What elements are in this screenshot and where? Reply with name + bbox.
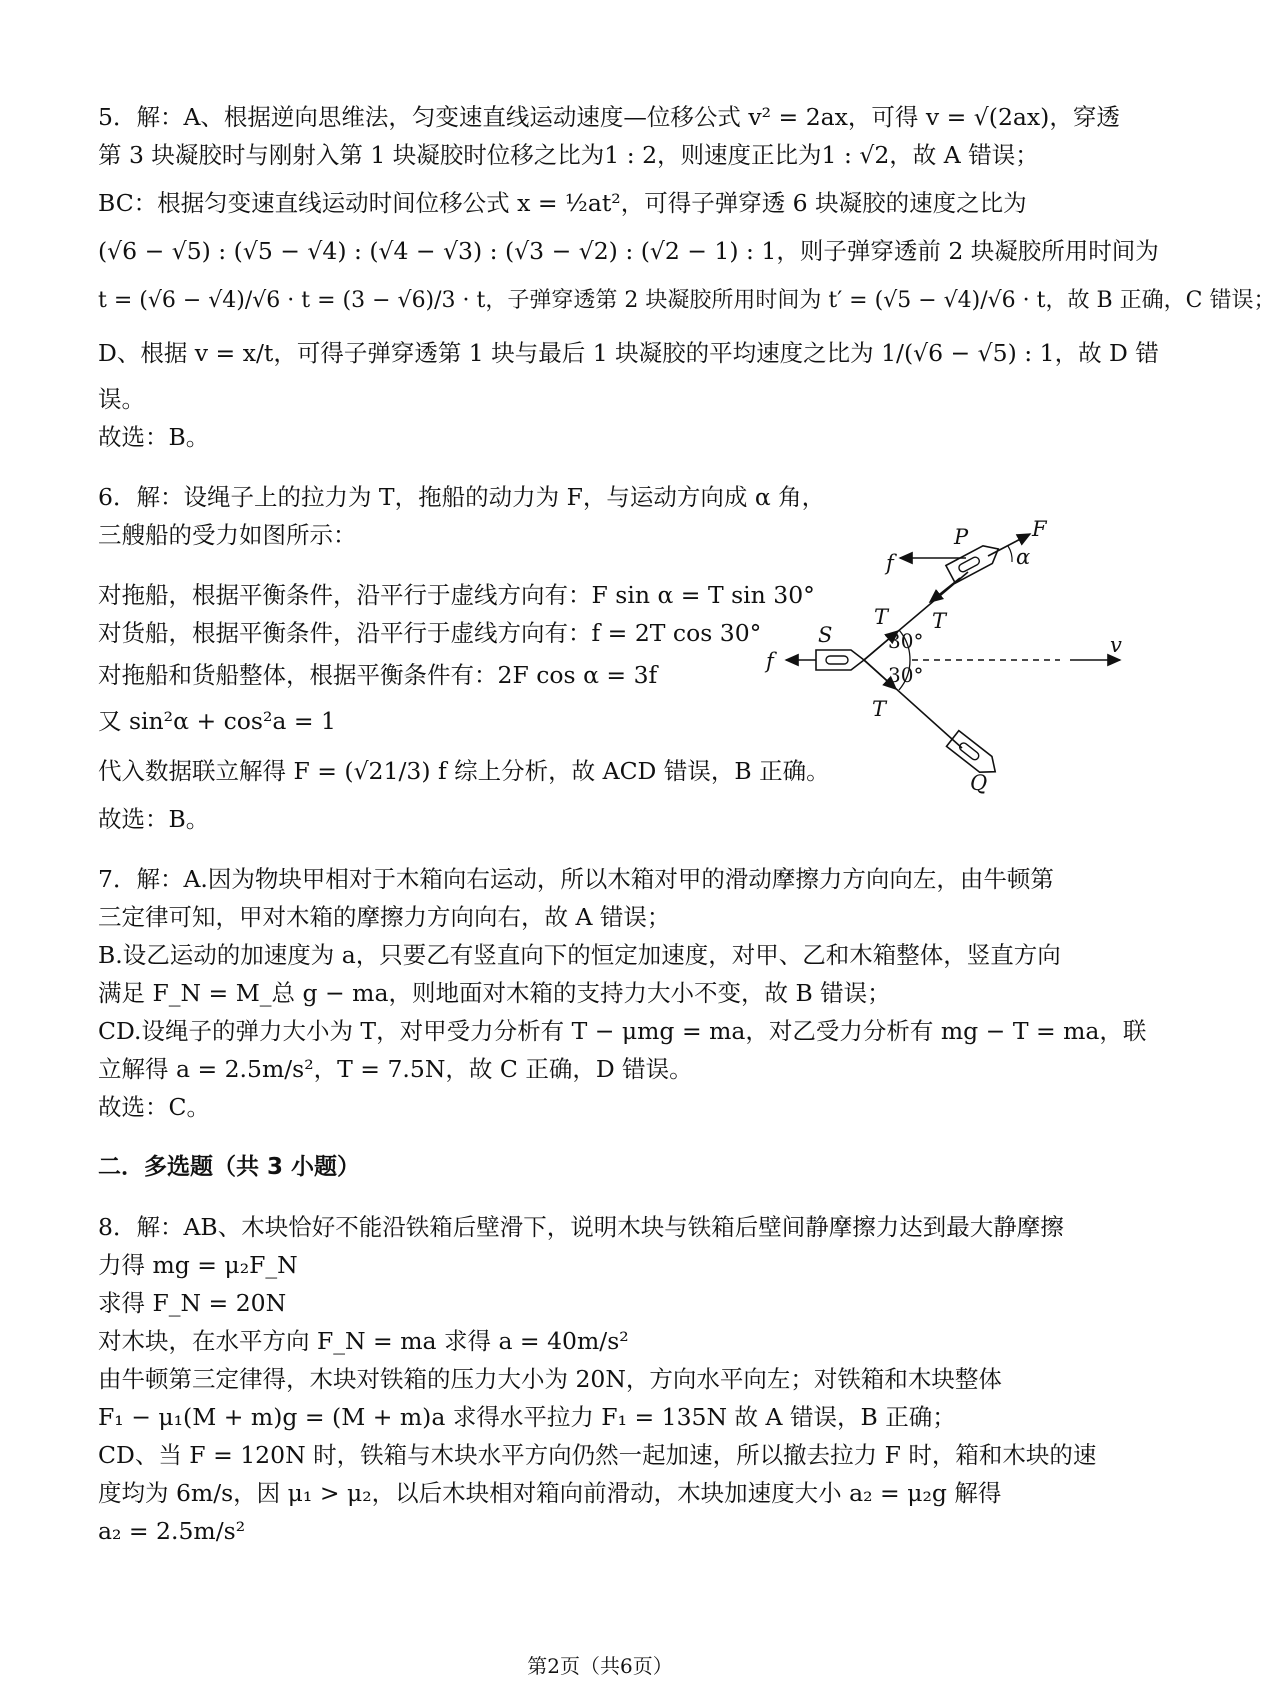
label-alpha: α <box>1016 545 1031 569</box>
q5-line-2: 第 3 块凝胶时与刚射入第 1 块凝胶时位移之比为1 : 2，则速度正比为1 : √2，故 A 错误； <box>98 141 1039 169</box>
label-angle-upper: 30° <box>888 629 924 653</box>
q7-line-1: 7．解：A.因为物块甲相对于木箱向右运动，所以木箱对甲的滑动摩擦力方向向左，由牛顿第 <box>98 865 1054 893</box>
label-f-top: f <box>886 551 894 575</box>
force-diagram-svg <box>766 517 1140 795</box>
q5-line-7: 误。 <box>98 385 145 413</box>
q6-line-6: 又 sin²α + cos²a = 1 <box>98 707 336 735</box>
q8-line-1: 8．解：AB、木块恰好不能沿铁箱后壁滑下，说明木块与铁箱后壁间静摩擦力达到最大静摩擦 <box>98 1213 1064 1241</box>
boat-s-shape <box>816 650 864 670</box>
q7-line-6: 立解得 a = 2.5m/s²，T = 7.5N，故 C 正确，D 错误。 <box>98 1055 693 1083</box>
q6-line-8: 故选：B。 <box>98 805 210 833</box>
label-v: v <box>1110 633 1122 657</box>
q5-line-5: t = (√6 − √4)/√6 · t = (3 − √6)/3 · t，子弹穿透第 2 块凝胶所用时间为 t′ = (√5 − √4)/√6 · t，故 B 正确，C 错误； <box>98 288 1275 313</box>
boat-force-diagram <box>766 517 1140 795</box>
label-t-lower: T <box>872 697 887 721</box>
q7-line-5: CD.设绳子的弹力大小为 T，对甲受力分析有 T − μmg = ma，对乙受力分析有 mg − T = ma，联 <box>98 1017 1147 1045</box>
page-footer: 第2页（共6页） <box>527 1654 673 1678</box>
q8-line-4: 对木块，在水平方向 F_N = ma 求得 a = 40m/s² <box>98 1327 629 1355</box>
q7-line-2: 三定律可知，甲对木箱的摩擦力方向向右，故 A 错误； <box>98 903 671 931</box>
label-p: P <box>954 525 969 549</box>
q8-line-9: a₂ = 2.5m/s² <box>98 1517 246 1545</box>
q8-line-5: 由牛顿第三定律得，木块对铁箱的压力大小为 20N，方向水平向左；对铁箱和木块整体 <box>98 1365 1002 1393</box>
label-q: Q <box>970 771 988 795</box>
q8-line-2: 力得 mg = μ₂F_N <box>98 1251 298 1279</box>
q6-line-1: 6．解：设绳子上的拉力为 T，拖船的动力为 F，与运动方向成 α 角， <box>98 483 826 511</box>
q8-line-3: 求得 F_N = 20N <box>98 1289 287 1317</box>
q6-line-5: 对拖船和货船整体，根据平衡条件有：2F cos α = 3f <box>98 661 658 689</box>
tension-arrow-at-p <box>930 578 960 602</box>
q5-line-4: (√6 − √5) : (√5 − √4) : (√4 − √3) : (√3 − √2) : (√2 − 1) : 1，则子弹穿透前 2 块凝胶所用时间为 <box>98 237 1159 265</box>
solutions-body <box>98 98 1275 1550</box>
q5-line-8: 故选：B。 <box>98 423 210 451</box>
label-f-driving: F <box>1032 517 1047 541</box>
q8-line-7: CD、当 F = 120N 时，铁箱与木块水平方向仍然一起加速，所以撤去拉力 F 时，箱和木块的速 <box>98 1441 1097 1469</box>
section-title-multiple-choice: 二．多选题（共 3 小题） <box>98 1154 361 1180</box>
q5-line-6: D、根据 v = x/t，可得子弹穿透第 1 块与最后 1 块凝胶的平均速度之比为 1/(√6 − √5) : 1，故 D 错 <box>98 339 1159 367</box>
alpha-arc <box>1008 546 1012 562</box>
q5-line-3: BC：根据匀变速直线运动时间位移公式 x = ½at²，可得子弹穿透 6 块凝胶的速度之比为 <box>98 189 1027 217</box>
q6-line-7: 代入数据联立解得 F = (√21/3) f 综上分析，故 ACD 错误，B 正确。 <box>98 757 830 785</box>
q7-line-4: 满足 F_N = M_总 g − ma，则地面对木箱的支持力大小不变，故 B 错误； <box>98 979 891 1007</box>
label-s: S <box>818 623 833 647</box>
q7-line-3: B.设乙运动的加速度为 a，只要乙有竖直向下的恒定加速度，对甲、乙和木箱整体，竖直方向 <box>98 941 1061 969</box>
q8-line-6: F₁ − μ₁(M + m)g = (M + m)a 求得水平拉力 F₁ = 135N 故 A 错误，B 正确； <box>98 1403 956 1431</box>
label-f-left: f <box>766 649 774 673</box>
q6-line-2: 三艘船的受力如图所示： <box>98 521 357 549</box>
q5-line-1: 5．解：A、根据逆向思维法，匀变速直线运动速度—位移公式 v² = 2ax，可得 v = √(2ax)，穿透 <box>98 103 1120 131</box>
label-angle-lower: 30° <box>888 663 924 687</box>
label-t-upper-right: T <box>932 609 947 633</box>
label-t-upper-left: T <box>874 605 889 629</box>
q7-line-7: 故选：C。 <box>98 1093 210 1121</box>
q8-line-8: 度均为 6m/s，因 μ₁ > μ₂，以后木块相对箱向前滑动，木块加速度大小 a₂ = μ₂g 解得 <box>98 1479 1002 1507</box>
q6-line-4: 对货船，根据平衡条件，沿平行于虚线方向有：f = 2T cos 30° <box>98 619 762 647</box>
q6-line-3: 对拖船，根据平衡条件，沿平行于虚线方向有：F sin α = T sin 30° <box>98 581 815 609</box>
